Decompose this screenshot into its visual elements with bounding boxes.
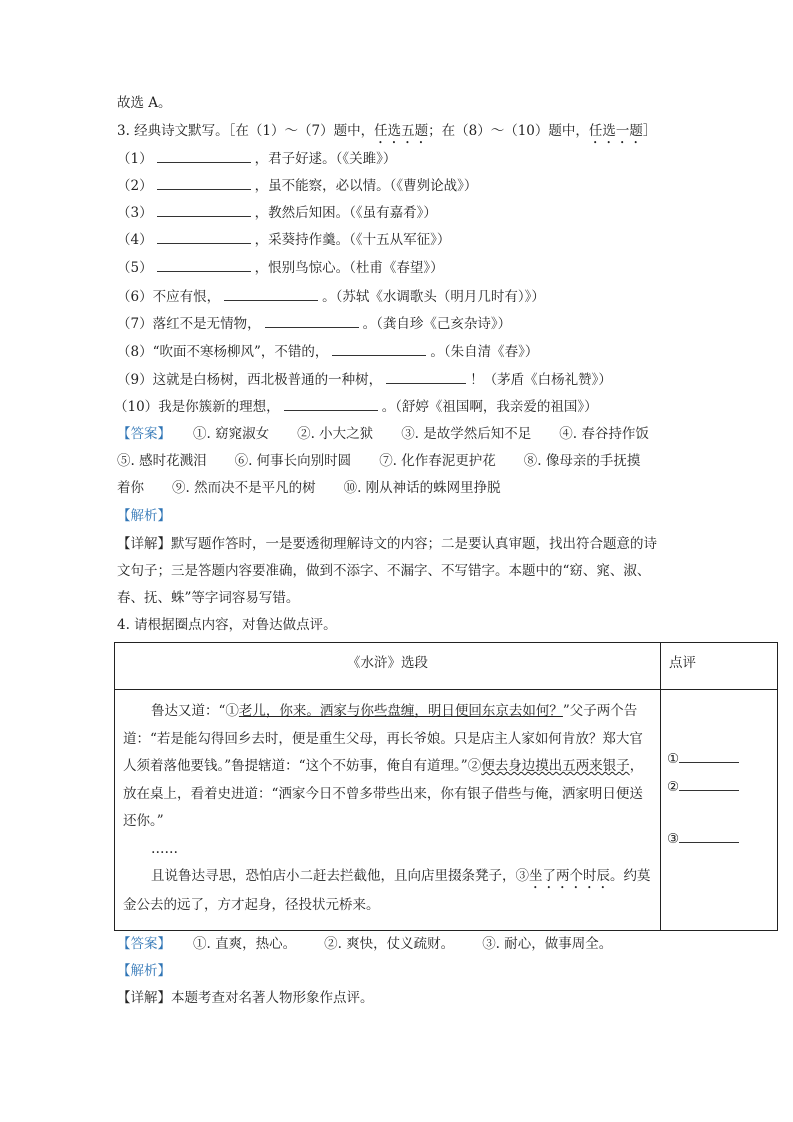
table-header-passage: 《水浒》选段 xyxy=(115,643,661,690)
fill-in-item xyxy=(117,315,511,333)
emphasis-text: 坐了两个时辰 xyxy=(529,868,610,884)
comment-num: ① xyxy=(667,751,680,767)
item-suffix: ，采葵持作羹。（《十五从军征》） xyxy=(254,232,451,248)
comment-num: ③ xyxy=(667,831,680,847)
comment-blank-3[interactable] xyxy=(667,830,739,847)
fill-in-item xyxy=(117,177,477,195)
item-suffix: ，教然后知困。（《虽有嘉肴》） xyxy=(254,205,437,221)
comment-cell xyxy=(661,690,778,931)
item-number: （3） xyxy=(117,205,153,221)
fill-in-item xyxy=(117,343,538,361)
answer: ⑧. 像母亲的手抚摸 xyxy=(523,453,641,469)
passage-paragraph xyxy=(123,698,652,836)
underlined-text: 老儿，你来。洒家与你些盘缠，明日便回东京去如何？ xyxy=(238,703,563,719)
answer: ⑩. 刚从神话的蛛网里挣脱 xyxy=(343,480,501,496)
answer: 着你 xyxy=(117,480,144,496)
wavy-text: 便去身边摸出五两来银子 xyxy=(481,758,630,774)
answer-label: 【答案】 xyxy=(117,426,171,442)
answer: ③. 是故学然后知不足 xyxy=(401,426,532,442)
item-prefix: 这就是白杨树，西北极普通的一种树， xyxy=(152,372,383,388)
text: 鲁达又道：“① xyxy=(151,703,239,719)
detail-line: 春、抚、蛛”等字词容易写错。 xyxy=(117,590,300,606)
item-prefix: 落红不是无情物， xyxy=(152,316,261,332)
item-suffix: ，恨别鸟惊心。（杜甫《春望》） xyxy=(254,260,444,276)
item-suffix: 。（朱自清《春》） xyxy=(430,344,539,360)
detail-text: 默写题作答时，一是要透彻理解诗文的内容；二是要认真审题，找出符合题意的诗 xyxy=(171,536,657,552)
answer-blank[interactable] xyxy=(157,231,251,244)
answer-blank[interactable] xyxy=(157,150,251,163)
detail-label: 【详解】 xyxy=(117,536,171,552)
answer-blank[interactable] xyxy=(157,204,251,217)
text: 且说鲁达寻思，恐怕店小二赶去拦截他，且向店里掇条凳子，③ xyxy=(151,868,529,884)
conclusion: 故选 A。 xyxy=(117,95,172,111)
answer: ①. 窈窕淑女 xyxy=(193,426,270,442)
detail-text: 本题考查对名著人物形象作点评。 xyxy=(171,990,374,1006)
table-header-comment: 点评 xyxy=(661,643,778,690)
answer-line-1 xyxy=(117,425,649,443)
detail-line: 文句子；三是答题内容要准确，做到不添字、不漏字、不写错字。本题中的“窈、窕、淑、 xyxy=(117,563,651,579)
analysis-label: 【解析】 xyxy=(117,508,171,524)
item-number: （5） xyxy=(117,260,153,276)
text: ，放在桌上，看着史进道：“洒家今日不曾多带些出来，你有银子借些与俺，洒家明日便送还你。” xyxy=(123,758,644,829)
question-3-title xyxy=(117,122,656,147)
emphasis-text: 任选一题 xyxy=(588,123,643,139)
title-text: ；在（8）～（10）题中， xyxy=(428,123,589,139)
question-4-title: 4. 请根据圈点内容，对鲁达做点评。 xyxy=(117,617,337,633)
answer-label: 【答案】 xyxy=(117,936,171,952)
answer: ③. 耐心，做事周全。 xyxy=(482,936,613,952)
detail-line xyxy=(117,535,657,553)
item-number: （8） xyxy=(117,344,153,360)
item-suffix: ，君子好逑。（《关雎》） xyxy=(254,151,397,167)
passage-table xyxy=(114,642,778,931)
item-suffix: ！（茅盾《白杨礼赞》） xyxy=(470,372,612,388)
title-text: 3. 经典诗文默写。［在（1）～（7）题中， xyxy=(117,123,375,139)
item-suffix: ，虽不能察，必以情。（《曹刿论战》） xyxy=(254,178,478,194)
item-suffix: 。（龚自珍《己亥杂诗》） xyxy=(362,316,512,332)
item-number: （6） xyxy=(117,289,153,305)
answer: ①. 直爽，热心。 xyxy=(193,936,297,952)
answer-blank[interactable] xyxy=(386,371,466,384)
text: 。约莫金公去的远了，方才起身，径投状元桥来。 xyxy=(123,868,651,913)
item-number: （2） xyxy=(117,178,153,194)
answer-blank[interactable] xyxy=(157,259,251,272)
item-prefix: 我是你簇新的理想， xyxy=(158,399,280,415)
ellipsis: …… xyxy=(151,840,178,857)
item-number: （7） xyxy=(117,316,153,332)
answer-blank[interactable] xyxy=(157,177,251,190)
fill-in-item xyxy=(117,259,444,277)
item-number: （10） xyxy=(114,399,159,415)
answer: ④. 春谷持作饭 xyxy=(559,426,649,442)
analysis-label: 【解析】 xyxy=(117,963,171,979)
fill-in-item xyxy=(117,150,396,168)
answer-blank[interactable] xyxy=(265,315,359,328)
answer-line-q4 xyxy=(117,935,612,953)
comment-blank-2[interactable] xyxy=(667,778,739,795)
answer: ⑤. 感时花溅泪 xyxy=(117,453,207,469)
passage-paragraph xyxy=(123,863,652,920)
answer-blank[interactable] xyxy=(284,398,378,411)
answer: ⑥. 何事长向别时圆 xyxy=(234,453,352,469)
answer-blank[interactable] xyxy=(332,343,426,356)
answer: ⑨. 然而决不是平凡的树 xyxy=(172,480,316,496)
item-prefix: 不应有恨， xyxy=(152,289,221,305)
answer-line-2 xyxy=(117,452,640,470)
item-number: （1） xyxy=(117,151,153,167)
text: ”父子两个告道：“若是能勾得回乡去时，便是重生父母，再长爷娘。只是店主人家如何肯放？郑大官人须着落他要钱。”鲁提辖道：“这个不妨事，俺自有道理。”② xyxy=(123,703,643,774)
answer: ②. 小大之狱 xyxy=(297,426,374,442)
item-number: （4） xyxy=(117,232,153,248)
item-suffix: 。（苏轼《水调歌头（明月几时有）》） xyxy=(322,289,545,305)
answer: ②. 爽快，仗义疏财。 xyxy=(324,936,455,952)
title-text: ］ xyxy=(642,123,657,139)
answer: ⑦. 化作春泥更护花 xyxy=(379,453,496,469)
fill-in-item xyxy=(117,371,612,389)
item-prefix: “吹面不寒杨柳风”，不错的， xyxy=(152,344,329,360)
detail-label: 【详解】 xyxy=(117,990,171,1006)
answer-blank[interactable] xyxy=(224,288,318,301)
fill-in-item xyxy=(114,398,598,416)
answer-line-3 xyxy=(117,479,501,497)
fill-in-item xyxy=(117,204,437,222)
item-number: （9） xyxy=(117,372,153,388)
emphasis-text: 任选五题 xyxy=(374,123,429,139)
fill-in-item xyxy=(117,231,450,249)
item-suffix: 。（舒婷《祖国啊，我亲爱的祖国》） xyxy=(381,399,598,415)
detail-line xyxy=(117,989,374,1007)
passage-cell xyxy=(115,690,661,931)
comment-blank-1[interactable] xyxy=(667,750,739,767)
fill-in-item xyxy=(117,288,545,306)
comment-num: ② xyxy=(667,779,680,795)
